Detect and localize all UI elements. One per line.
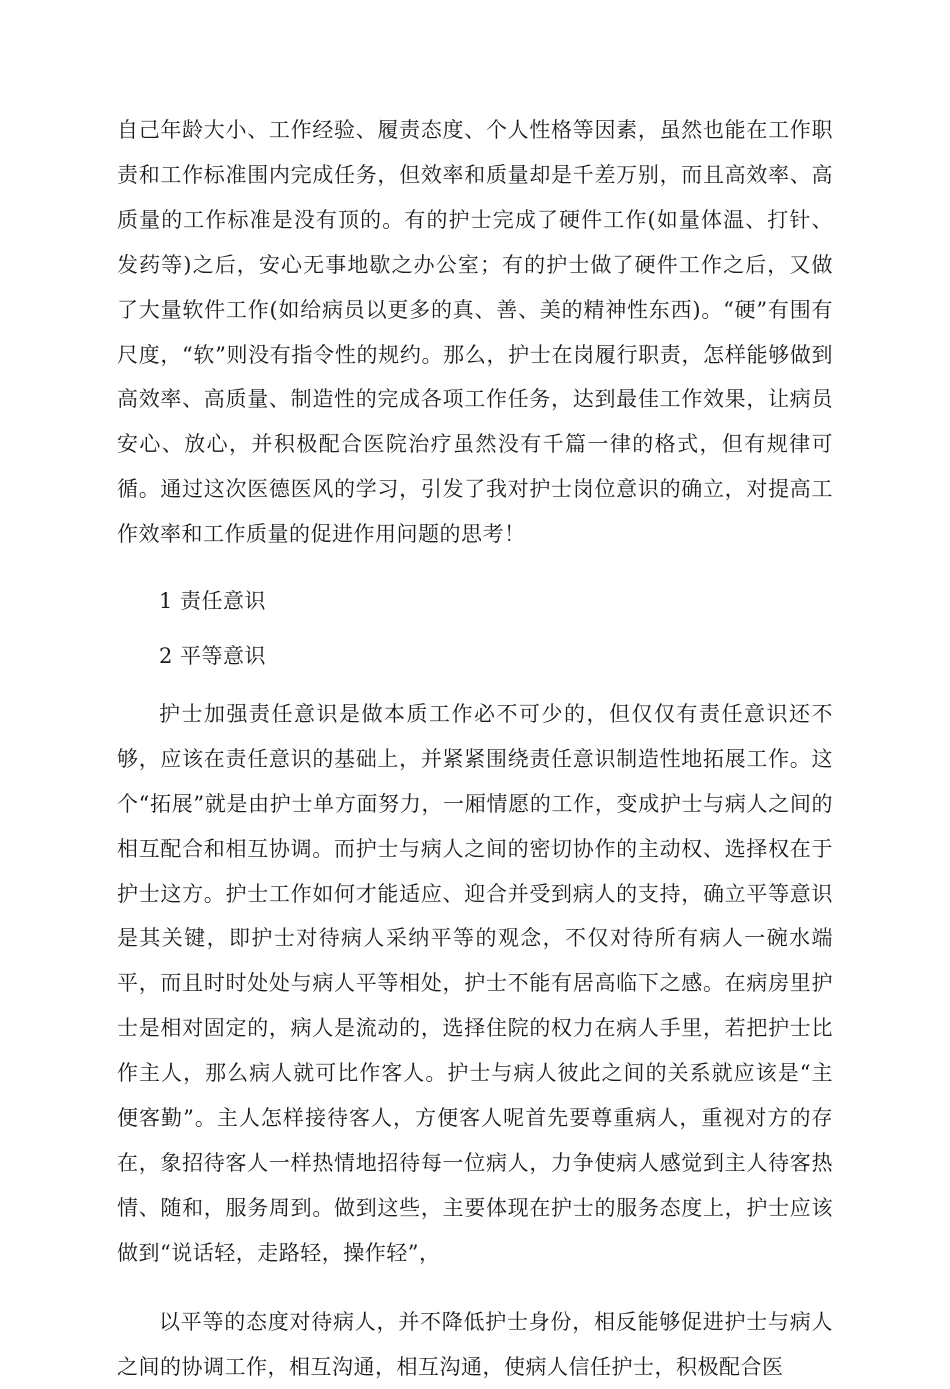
heading-equality-awareness: 2 平等意识 bbox=[159, 643, 267, 668]
spacer bbox=[117, 1276, 833, 1300]
heading-responsibility-awareness: 1 责任意识 bbox=[159, 589, 267, 614]
intro-paragraph: 自己年龄大小、工作经验、履责态度、个人性格等因素，虽然也能在工作职责和工作标准围内完成任务，但效率和质量却是千差万别，而且高效率、高质量的工作标准是没有顶的。有的护士完成了硬件工作(如量体温、打针、发药等)之后，安心无事地歇之办公室；有的护士做了硬件工作之后，又做了大量软件工作(如给病员以更多的真、善、美的精神性东西)。“硬”有围有尺度，“软”则没有指令性的规约。那么，护士在岗履行职责，怎样能够做到高效率、高质量、制造性的完成各项工作任务，达到最佳工作效果，让病员安心、放心，并积极配合医院治疗虽然没有千篇一律的格式，但有规律可循。通过这次医德医风的学习，引发了我对护士岗位意识的确立，对提高工作效率和工作质量的促进作用问题的思考！ bbox=[117, 118, 833, 547]
spacer bbox=[117, 624, 833, 634]
closing-paragraph: 以平等的态度对待病人，并不降低护士身份，相反能够促进护士与病人之间的协调工作，相互沟通，相互沟通，使病人信任护士，积极配合医 bbox=[117, 1309, 833, 1379]
spacer bbox=[117, 679, 833, 692]
equality-paragraph: 护士加强责任意识是做本质工作必不可少的，但仅仅有责任意识还不够，应该在责任意识的基础上，并紧紧围绕责任意识制造性地拓展工作。这个“拓展”就是由护士单方面努力，一厢情愿的工作，变成护士与病人之间的相互配合和相互协调。而护士与病人之间的密切协作的主动权、选择权在于护士这方。护士工作如何才能适应、迎合并受到病人的支持，确立平等意识是其关键，即护士对待病人采纳平等的观念，不仅对待所有病人一碗水端平，而且时时处处与病人平等相处，护士不能有居高临下之感。在病房里护士是相对固定的，病人是流动的，选择住院的权力在病人手里，若把护士比作主人，那么病人就可比作客人。护士与病人彼此之间的关系就应该是“主便客勤”。主人怎样接待客人，方便客人呢首先要尊重病人，重视对方的存在，象招待客人一样热情地招待每一位病人，力争使病人感觉到主人待客热情、随和，服务周到。做到这些，主要体现在护士的服务态度上，护士应该做到“说话轻，走路轻，操作轻”， bbox=[117, 701, 833, 1265]
spacer bbox=[117, 557, 833, 579]
document-body bbox=[117, 108, 833, 1389]
